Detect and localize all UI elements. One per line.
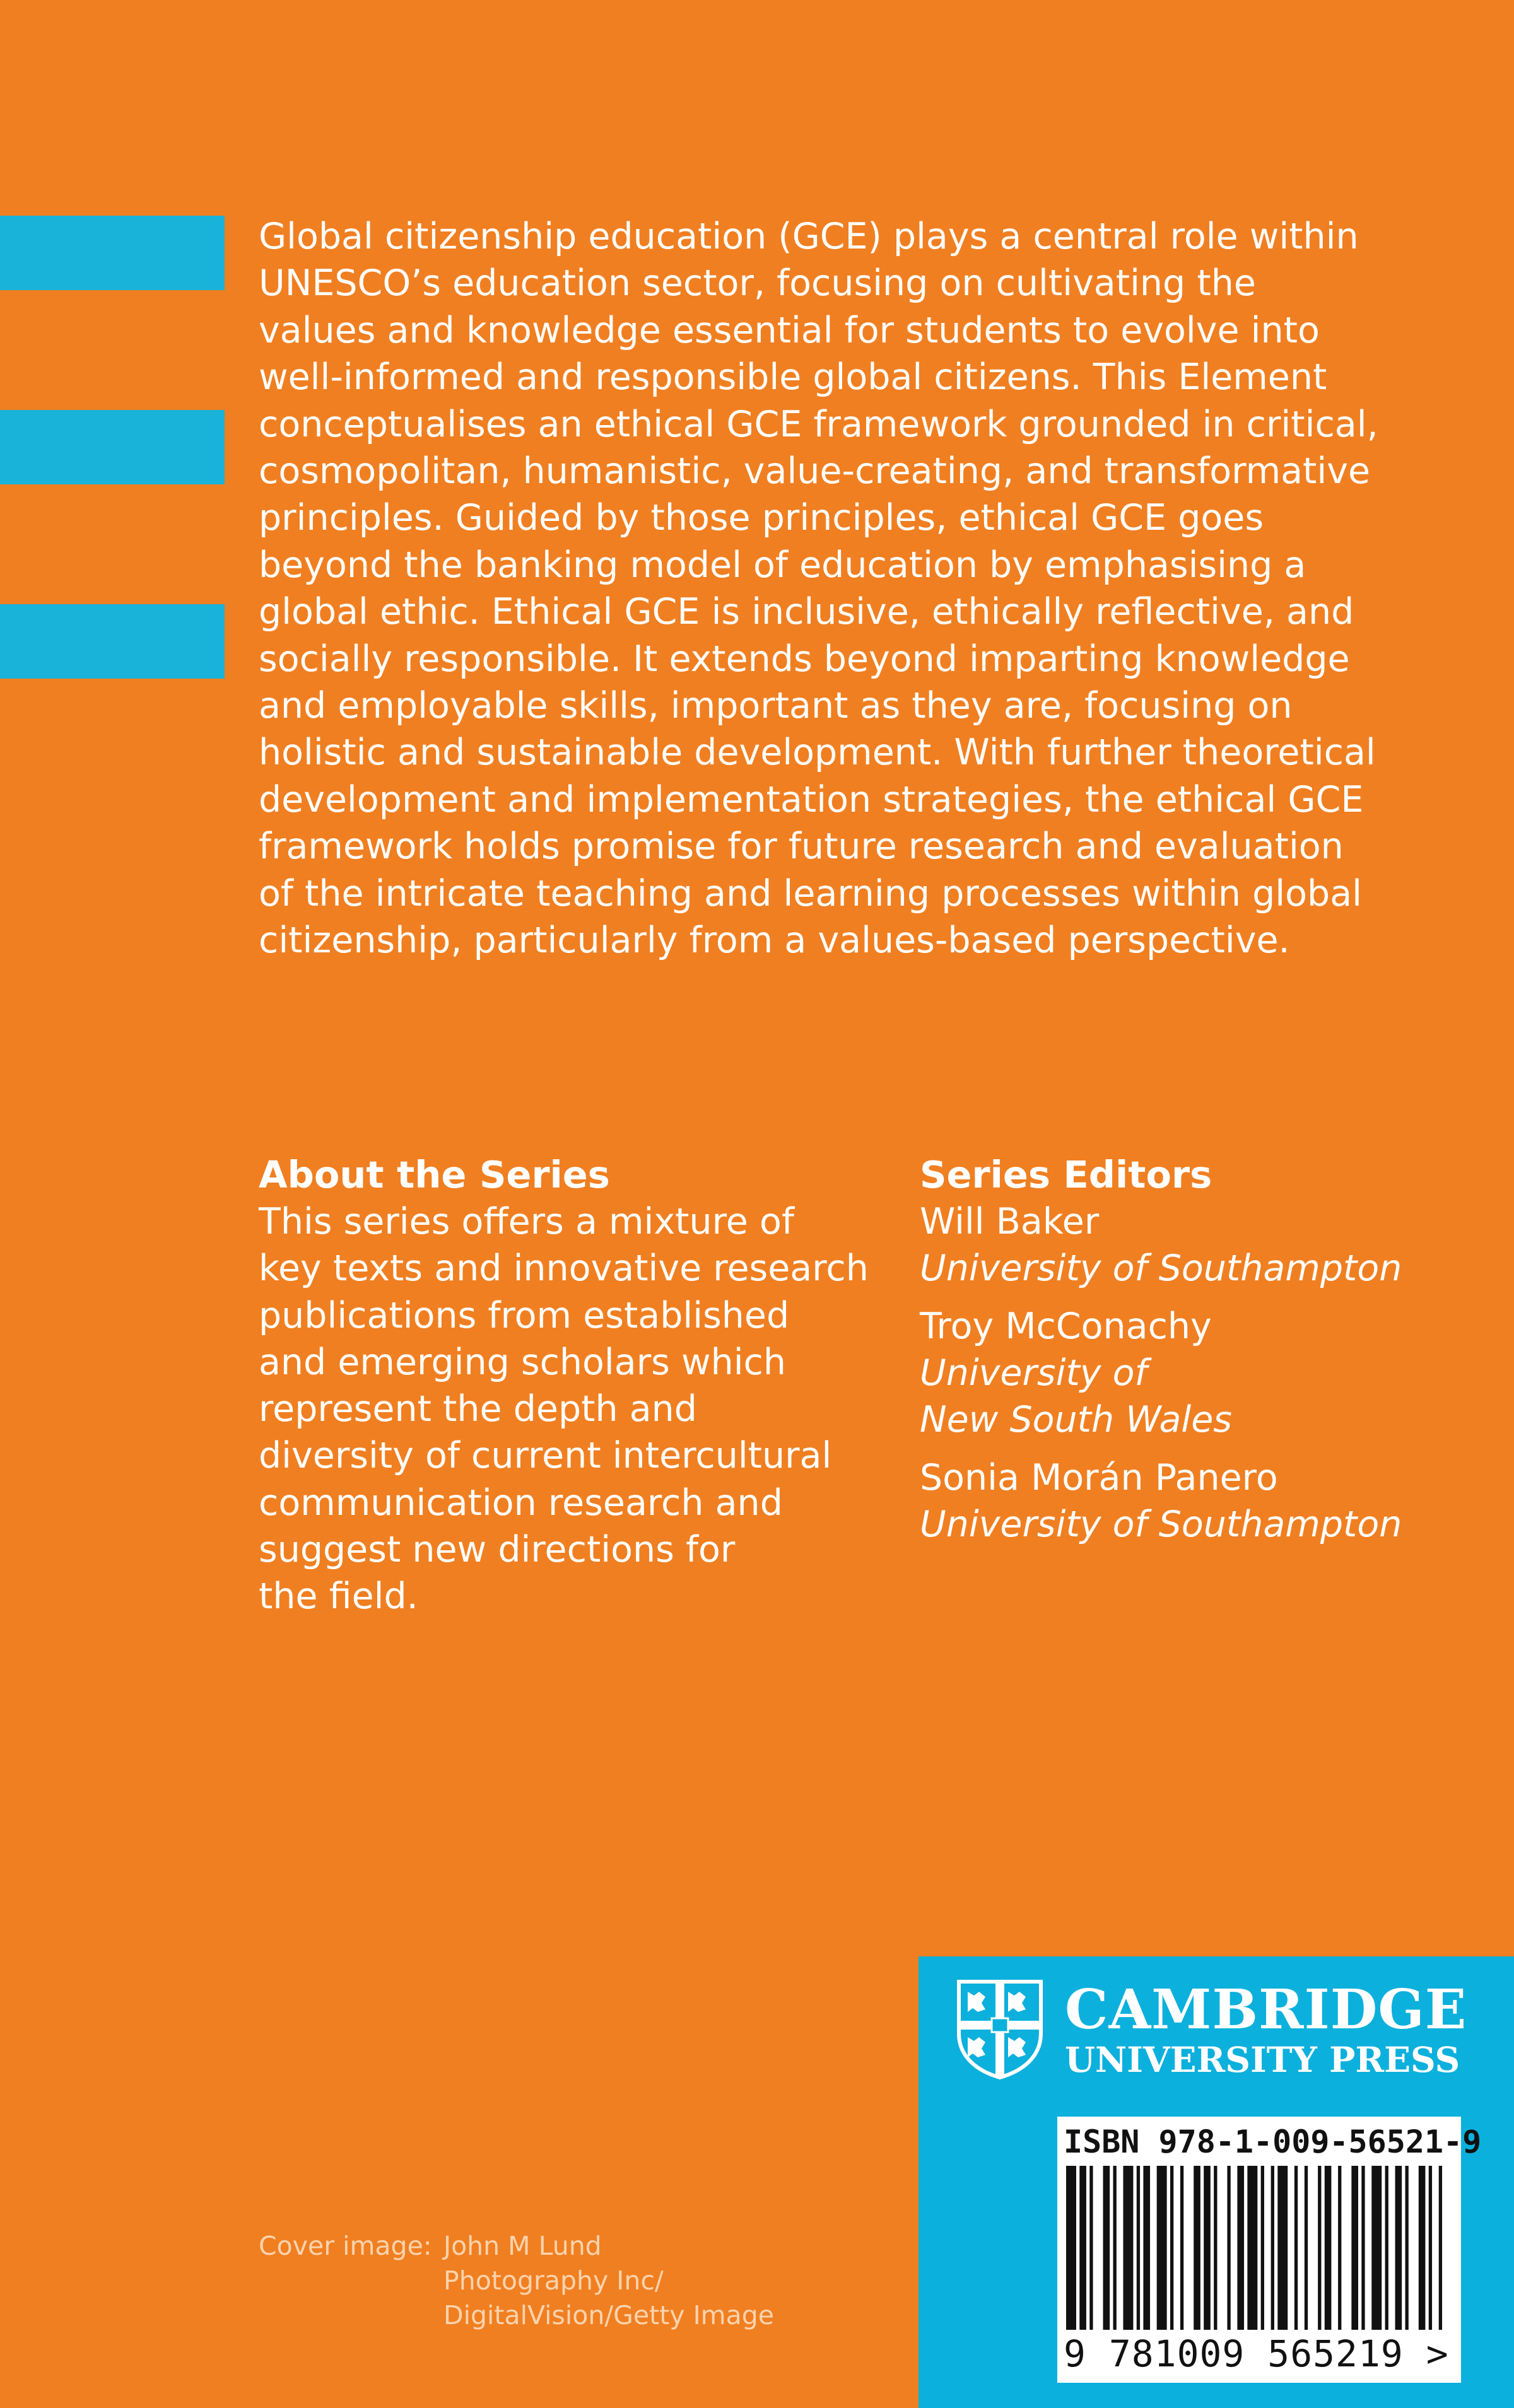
barcode-digits: 9 781009 565219 > bbox=[1064, 2332, 1449, 2375]
editor-entry bbox=[920, 1454, 1488, 1548]
accent-bar-bottom bbox=[0, 604, 225, 679]
editor-affiliation: University of Southampton bbox=[920, 1248, 1402, 1289]
isbn-barcode-box bbox=[1057, 2117, 1482, 2383]
editor-affiliation: University of Southampton bbox=[920, 1504, 1402, 1545]
editor-entry bbox=[920, 1198, 1488, 1292]
editor-name: Sonia Morán Panero bbox=[920, 1457, 1278, 1499]
publisher-subtitle: UNIVERSITY PRESS bbox=[1065, 2039, 1460, 2080]
about-series-section bbox=[259, 1152, 889, 1620]
editor-name: Will Baker bbox=[920, 1201, 1100, 1242]
book-blurb: Global citizenship education (GCE) plays a central role within UNESCO’s education sector, focusing on cultivating the values and knowledge essential for students to evolve into well-informed and responsible global citizens. This Element conceptualises an ethical GCE framework grounded in critical, cosmopolitan, humanistic, value-creating, and transformative principles. Guided by those principles, ethical GCE goes beyond the banking model of education by emphasising a global ethic. Ethical GCE is inclusive, ethically reflective, and socially responsible. It extends beyond imparting knowledge and employable skills, important as they are, focusing on holistic and sustainable development. With further theoretical development and implementation strategies, the ethical GCE framework holds promise for future research and evaluation of the intricate teaching and learning processes within global citizenship, particularly from a values-based perspective. bbox=[259, 216, 1378, 962]
editor-name: Troy McConachy bbox=[920, 1306, 1212, 1347]
series-editors-heading: Series Editors bbox=[920, 1153, 1212, 1196]
about-series-text: This series offers a mixture of key texts and innovative research publications from established and emerging scholars which represent the depth and diversity of current intercultural communication research and suggest new directions for the field. bbox=[259, 1201, 869, 1618]
editor-affiliation: University of New South Wales bbox=[920, 1352, 1232, 1441]
isbn-label: ISBN 978-1-009-56521-9 bbox=[1064, 2124, 1482, 2160]
series-editors-section bbox=[920, 1152, 1488, 1559]
cover-credit-text: John M Lund Photography Inc/ DigitalVision/Getty Image bbox=[443, 2231, 774, 2330]
publisher-name: CAMBRIDGE bbox=[1065, 1978, 1467, 2042]
cover-credit-label: Cover image: bbox=[259, 2231, 432, 2261]
accent-bar-middle bbox=[0, 410, 225, 484]
publisher-panel bbox=[918, 1956, 1514, 2408]
editor-entry bbox=[920, 1303, 1488, 1443]
cambridge-shield-icon bbox=[956, 1979, 1043, 2080]
accent-bar-top bbox=[0, 216, 225, 290]
about-series-heading: About the Series bbox=[259, 1153, 610, 1196]
barcode-image bbox=[1064, 2166, 1455, 2330]
